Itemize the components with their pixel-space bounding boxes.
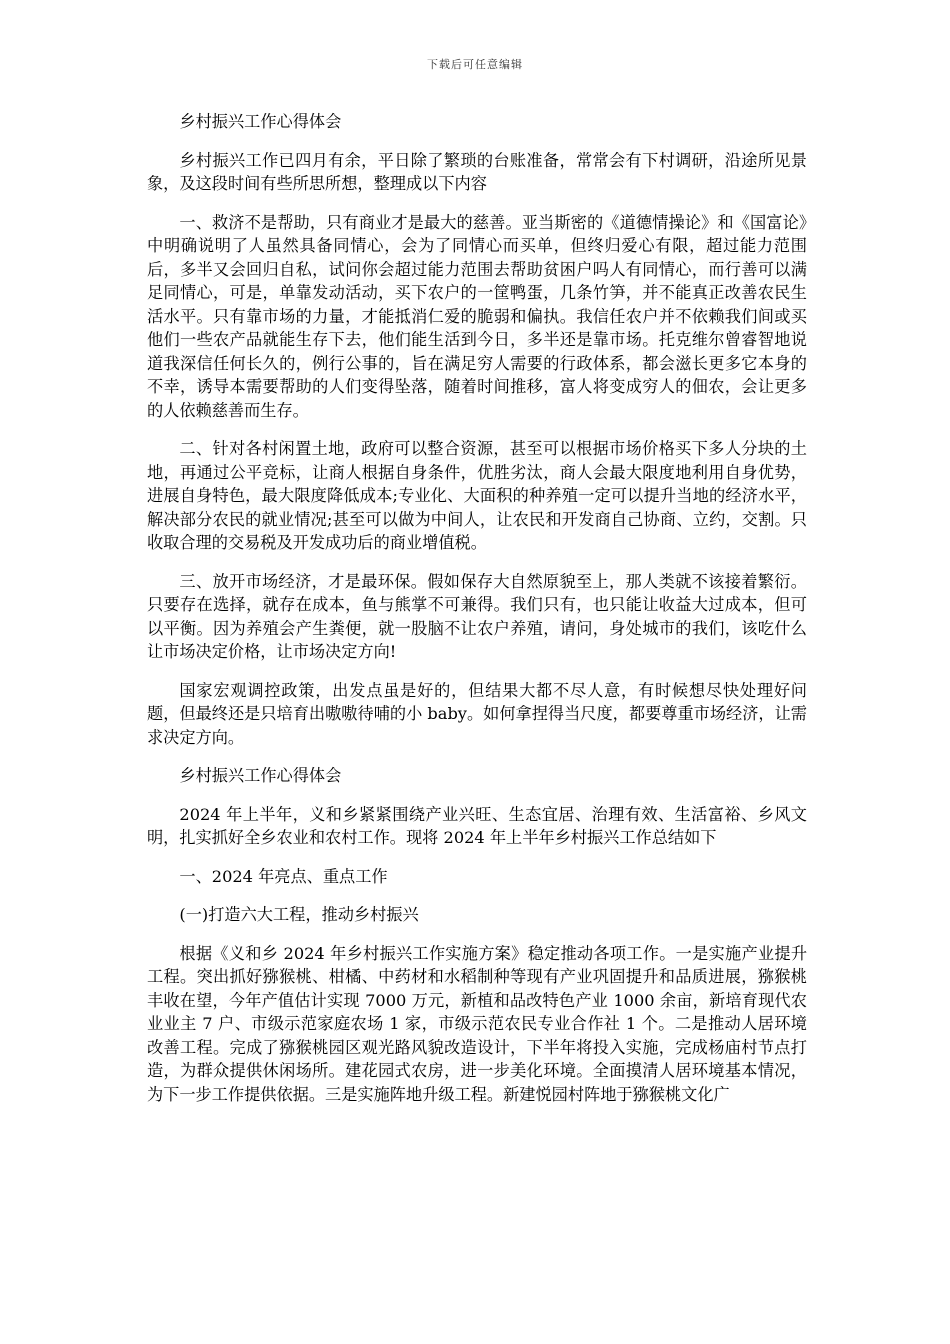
macro-policy-paragraph: 国家宏观调控政策，出发点虽是好的，但结果大都不尽人意，有时候想尽快处理好问题，但最终还是只培育出嗷嗷待哺的小 baby。如何拿捏得当尺度，都要尊重市场经济，让需求决定方向。 [147, 680, 807, 747]
intro-paragraph: 乡村振兴工作已四月有余，平日除了繁琐的台账准备，常常会有下村调研，沿途所见景象，及这段时间有些所思所想，整理成以下内容 [147, 150, 807, 193]
section-heading: 一、2024 年亮点、重点工作 [179, 866, 388, 886]
download-note: 下载后可任意编辑 [427, 58, 523, 71]
projects-paragraph: 根据《义和乡 2024 年乡村振兴工作实施方案》稳定推动各项工作。一是实施产业提升工程。突出抓好猕猴桃、柑橘、中药材和水稻制种等现有产业巩固提升和品质进展，猕猴桃丰收在望，今年产值估计实现 7000 万元，新植和品改特色产业 1000 余亩，新培育现代农业业主 7 户、市级示范家庭农场 1 家，市级示范农民专业合作社 1 个。二是推动人居环境改善工程。完成了猕猴桃园区观光路风貌改造设计，下半年将投入实施，完成杨庙村节点打造，为群众提供休闲场所。建花园式农房，进一步美化环境。全面摸清人居环境基本情况，为下一步工作提供依据。三是实施阵地升级工程。新建悦园村阵地于猕猴桃文化广 [147, 943, 807, 1104]
document-body [147, 110, 807, 1121]
subsection-heading: (一)打造六大工程，推动乡村振兴 [179, 905, 419, 924]
document-title: 乡村振兴工作心得体会 [179, 112, 342, 131]
point-three-paragraph: 三、放开市场经济，才是最环保。假如保存大自然原貌至上，那人类就不该接着繁衍。只要存在选择，就存在成本，鱼与熊掌不可兼得。我们只有，也只能让收益大过成本，但可以平衡。因为养殖会产生粪便，就一股脑不让农户养殖，请问，身处城市的我们，该吃什么让市场决定价格，让市场决定方向! [147, 571, 807, 661]
second-document-title: 乡村振兴工作心得体会 [179, 766, 342, 785]
point-one-paragraph: 一、救济不是帮助，只有商业才是最大的慈善。亚当斯密的《道德情操论》和《国富论》中明确说明了人虽然具备同情心，会为了同情心而买单，但终归爱心有限，超过能力范围后，多半又会回归自私，试问你会超过能力范围去帮助贫困户吗人有同情心，而行善可以满足同情心，可是，单靠发动活动，买下农户的一筐鸭蛋，几条竹笋，并不能真正改善农民生活水平。只有靠市场的力量，才能抵消仁爱的脆弱和偏执。我信任农户并不依赖我们间或买他们一些农产品就能生存下去，他们能生活到今日，多半还是靠市场。托克维尔曾睿智地说道我深信任何长久的，例行公事的，旨在满足穷人需要的行政体系，都会滋长更多它本身的不幸，诱导本需要帮助的人们变得坠落，随着时间推移，富人将变成穷人的佃农，会让更多的人依赖慈善而生存。 [147, 212, 807, 420]
point-two-paragraph: 二、针对各村闲置土地，政府可以整合资源，甚至可以根据市场价格买下多人分块的土地，再通过公平竞标，让商人根据自身条件，优胜劣汰，商人会最大限度地利用自身优势，进展自身特色，最大限度降低成本;专业化、大面积的种养殖一定可以提升当地的经济水平，解决部分农民的就业情况;甚至可以做为中间人，让农民和开发商自己协商、立约，交割。只收取合理的交易税及开发成功后的商业增值税。 [147, 439, 807, 552]
summary-intro-paragraph: 2024 年上半年，义和乡紧紧围绕产业兴旺、生态宜居、治理有效、生活富裕、乡风文明，扎实抓好全乡农业和农村工作。现将 2024 年上半年乡村振兴工作总结如下 [147, 804, 807, 847]
